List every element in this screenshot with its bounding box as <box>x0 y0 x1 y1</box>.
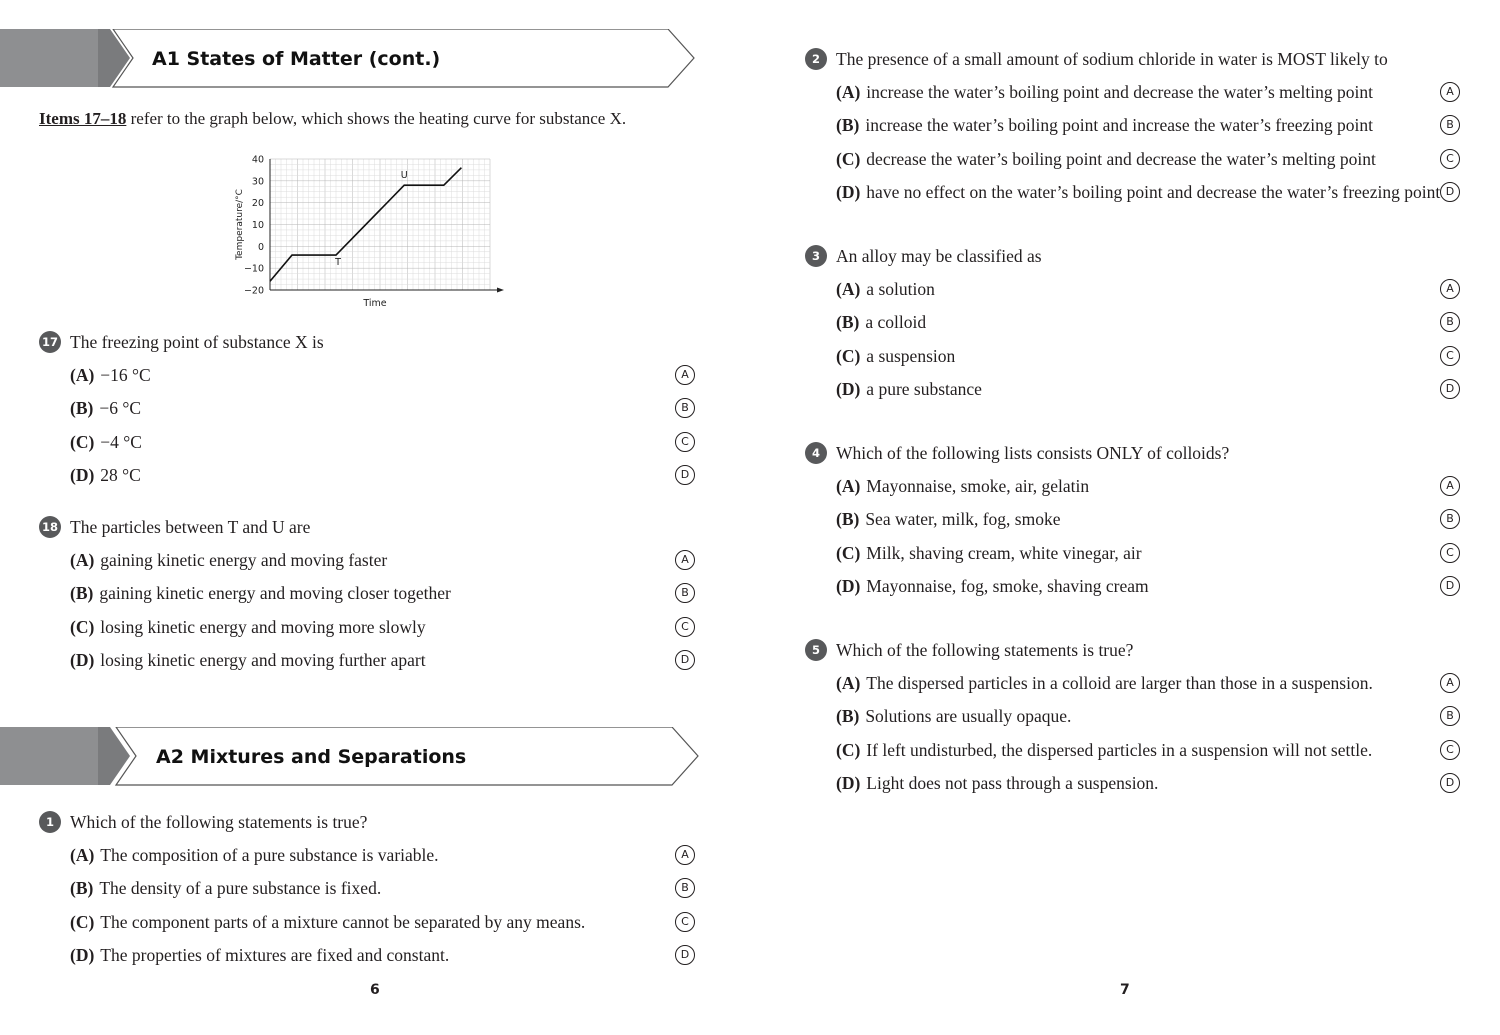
answer-bubble[interactable]: C <box>1440 346 1460 366</box>
question-number-badge: 4 <box>805 442 827 464</box>
option-text: Mayonnaise, fog, smoke, shaving cream <box>866 575 1149 596</box>
question-number-badge: 1 <box>39 811 61 833</box>
point-label-u: U <box>400 170 408 182</box>
option-letter: (A) <box>70 845 95 865</box>
answer-bubble[interactable]: A <box>675 845 695 865</box>
option-text: If left undisturbed, the dispersed particles in a suspension will not settle. <box>866 739 1373 760</box>
option-text: Solutions are usually opaque. <box>865 706 1072 727</box>
answer-option <box>836 739 1372 761</box>
question-number-badge: 3 <box>805 245 827 267</box>
answer-bubble[interactable]: D <box>675 650 695 670</box>
option-letter: (D) <box>836 181 861 202</box>
answer-bubble[interactable]: B <box>1440 706 1460 726</box>
question-text: The presence of a small amount of sodium chloride in water is MOST likely to <box>836 49 1388 69</box>
question-text: The particles between T and U are <box>70 517 311 537</box>
answer-bubble[interactable]: B <box>675 878 695 898</box>
option-text: gaining kinetic energy and moving faster <box>100 550 388 570</box>
answer-option <box>70 911 585 933</box>
option-text: The density of a pure substance is fixed. <box>99 878 382 899</box>
section-title: A2 Mixtures and Separations <box>156 746 467 768</box>
answer-option <box>836 508 1061 530</box>
option-text: a suspension <box>866 345 956 366</box>
answer-bubble[interactable]: B <box>675 398 695 418</box>
page-number: 6 <box>370 982 380 998</box>
answer-option <box>836 181 1440 203</box>
answer-bubble[interactable]: D <box>1440 182 1460 202</box>
option-letter: (C) <box>836 345 861 366</box>
answer-option <box>70 844 439 866</box>
answer-bubble[interactable]: D <box>1440 576 1460 596</box>
option-letter: (D) <box>70 649 95 670</box>
option-letter: (B) <box>836 115 860 136</box>
heating-curve-chart <box>225 150 515 315</box>
answer-option <box>836 311 926 333</box>
section-banner-a2 <box>0 727 700 787</box>
y-tick-label: 10 <box>251 220 264 231</box>
answer-bubble[interactable]: D <box>675 465 695 485</box>
option-letter: (C) <box>836 542 861 563</box>
answer-bubble[interactable]: B <box>1440 312 1460 332</box>
answer-option <box>836 542 1142 564</box>
option-text: Mayonnaise, smoke, air, gelatin <box>866 476 1090 496</box>
option-letter: (B) <box>70 878 94 899</box>
answer-option <box>70 397 141 419</box>
option-text: a colloid <box>865 312 927 333</box>
y-tick-label: 20 <box>251 198 264 210</box>
option-text: a solution <box>866 279 935 299</box>
page-number: 7 <box>1120 982 1130 998</box>
option-text: The dispersed particles in a colloid are larger than those in a suspension. <box>866 673 1373 693</box>
option-letter: (C) <box>70 431 95 452</box>
y-tick-label: 30 <box>251 176 264 188</box>
items-reference: Items 17–18 <box>39 109 127 128</box>
option-letter: (D) <box>836 772 861 793</box>
point-label-t: T <box>335 257 341 269</box>
option-text: decrease the water’s boiling point and decrease the water’s melting point <box>866 148 1376 169</box>
answer-option <box>836 705 1071 727</box>
option-letter: (B) <box>836 706 860 727</box>
option-letter: (A) <box>70 550 95 570</box>
answer-bubble[interactable]: D <box>1440 379 1460 399</box>
answer-bubble[interactable]: A <box>1440 82 1460 102</box>
answer-option <box>70 649 426 671</box>
answer-bubble[interactable]: A <box>675 550 695 570</box>
option-letter: (B) <box>70 398 94 419</box>
option-text: a pure substance <box>866 378 982 399</box>
answer-bubble[interactable]: D <box>675 945 695 965</box>
answer-bubble[interactable]: A <box>1440 476 1460 496</box>
answer-option <box>836 772 1158 794</box>
option-text: gaining kinetic energy and moving closer together <box>99 583 451 604</box>
option-text: 28 °C <box>100 464 141 485</box>
section-banner-a1 <box>0 29 700 89</box>
question-number-badge: 17 <box>39 331 61 353</box>
answer-bubble[interactable]: A <box>1440 279 1460 299</box>
answer-option <box>836 278 935 300</box>
option-letter: (A) <box>836 82 861 102</box>
option-text: −4 °C <box>100 431 142 452</box>
option-letter: (C) <box>836 739 861 760</box>
question-number-badge: 5 <box>805 639 827 661</box>
answer-bubble[interactable]: B <box>1440 509 1460 529</box>
y-tick-label: 0 <box>257 241 264 253</box>
answer-bubble[interactable]: C <box>1440 149 1460 169</box>
option-text: Milk, shaving cream, white vinegar, air <box>866 542 1142 563</box>
question-text: Which of the following statements is true? <box>836 640 1134 660</box>
question-text: Which of the following lists consists ONLY of colloids? <box>836 443 1230 463</box>
option-text: increase the water’s boiling point and decrease the water’s melting point <box>866 82 1373 102</box>
question-number-badge: 2 <box>805 48 827 70</box>
answer-bubble[interactable]: C <box>675 617 695 637</box>
option-text: losing kinetic energy and moving further apart <box>100 649 426 670</box>
answer-bubble[interactable]: C <box>675 432 695 452</box>
question-text: The freezing point of substance X is <box>70 332 324 352</box>
answer-bubble[interactable]: C <box>1440 740 1460 760</box>
y-tick-label: 40 <box>251 154 264 166</box>
option-letter: (B) <box>836 312 860 333</box>
option-letter: (B) <box>836 509 860 530</box>
answer-option <box>70 877 381 899</box>
x-axis-label: Time <box>363 298 387 309</box>
answer-bubble[interactable]: A <box>1440 673 1460 693</box>
answer-bubble[interactable]: A <box>675 365 695 385</box>
option-letter: (A) <box>836 673 861 693</box>
answer-option <box>836 475 1089 497</box>
option-letter: (C) <box>70 911 95 932</box>
option-letter: (D) <box>836 575 861 596</box>
option-text: The properties of mixtures are fixed and constant. <box>100 944 450 965</box>
option-text: The composition of a pure substance is variable. <box>100 845 439 865</box>
answer-bubble[interactable]: C <box>1440 543 1460 563</box>
option-text: The component parts of a mixture cannot be separated by any means. <box>100 911 586 932</box>
intro-rest: refer to the graph below, which shows the heating curve for substance X. <box>126 109 627 128</box>
answer-bubble[interactable]: D <box>1440 773 1460 793</box>
answer-option <box>70 464 141 486</box>
answer-option <box>836 81 1373 103</box>
y-tick-label: −10 <box>243 263 264 275</box>
answer-bubble[interactable]: C <box>675 912 695 932</box>
answer-option <box>70 616 426 638</box>
section-title: A1 States of Matter (cont.) <box>152 48 441 70</box>
option-letter: (D) <box>70 464 95 485</box>
question-number-badge: 18 <box>39 516 61 538</box>
question-text: An alloy may be classified as <box>836 246 1042 266</box>
option-text: −6 °C <box>99 398 141 419</box>
question-text: Which of the following statements is true? <box>70 812 368 832</box>
answer-bubble[interactable]: B <box>675 583 695 603</box>
answer-option <box>836 575 1149 597</box>
option-letter: (B) <box>70 583 94 604</box>
answer-bubble[interactable]: B <box>1440 115 1460 135</box>
option-letter: (C) <box>836 148 861 169</box>
option-letter: (D) <box>70 944 95 965</box>
answer-option <box>70 364 151 386</box>
answer-option <box>836 672 1373 694</box>
option-text: Light does not pass through a suspension. <box>866 772 1159 793</box>
answer-option <box>70 944 449 966</box>
answer-option <box>836 148 1376 170</box>
answer-option <box>836 114 1373 136</box>
intro-text <box>39 109 626 129</box>
answer-option <box>70 549 387 571</box>
option-text: increase the water’s boiling point and increase the water’s freezing point <box>865 115 1373 136</box>
answer-option <box>70 431 142 453</box>
option-letter: (C) <box>70 616 95 637</box>
option-text: losing kinetic energy and moving more slowly <box>100 616 426 637</box>
option-letter: (D) <box>836 378 861 399</box>
answer-option <box>70 582 451 604</box>
answer-option <box>836 378 982 400</box>
answer-option <box>836 345 955 367</box>
option-text: have no effect on the water’s boiling point and decrease the water’s freezing point <box>866 181 1441 202</box>
option-text: Sea water, milk, fog, smoke <box>865 509 1061 530</box>
y-axis-label: Temperature/°C <box>235 189 245 260</box>
option-letter: (A) <box>836 476 861 496</box>
x-axis-arrow <box>497 288 504 293</box>
option-letter: (A) <box>70 365 95 385</box>
option-text: −16 °C <box>100 365 151 385</box>
y-tick-label: −20 <box>243 285 264 297</box>
option-letter: (A) <box>836 279 861 299</box>
